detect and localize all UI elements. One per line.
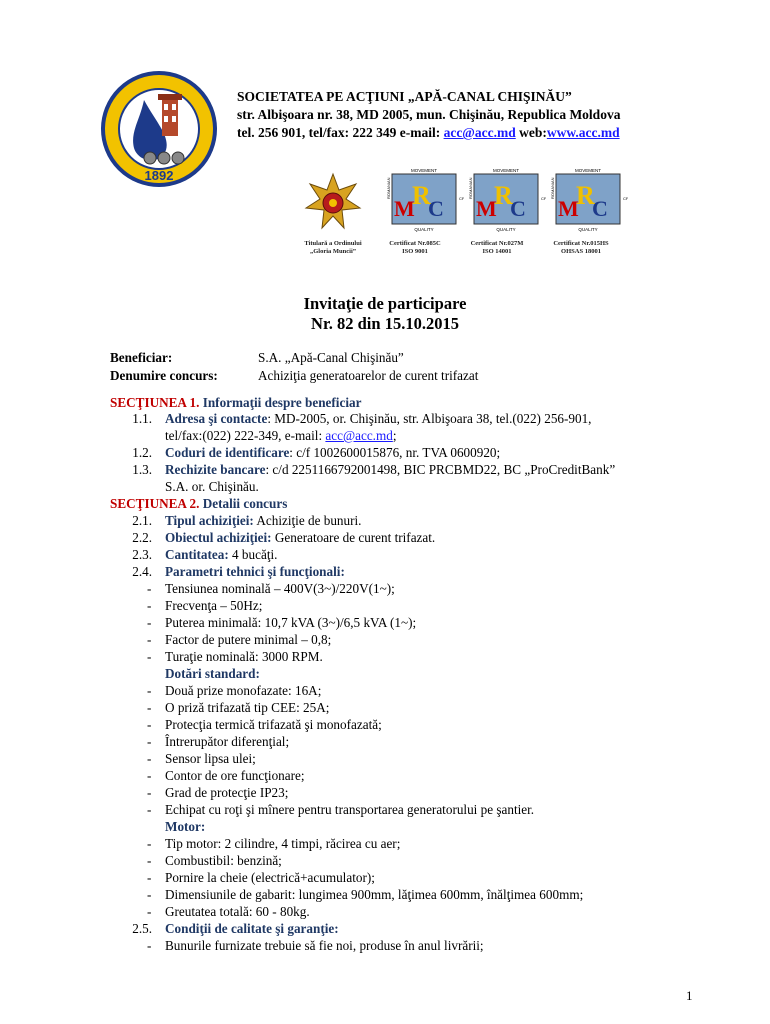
cert-caption-ohsas	[543, 240, 619, 256]
contact-phones: tel. 256 901, tel/fax: 222 349 e-mail:	[237, 125, 444, 140]
list-item: Tip motor: 2 cilindre, 4 timpi, răcirea cu aer;	[165, 836, 401, 851]
company-contacts	[237, 124, 620, 141]
item-text: : c/f 1002600015876, nr. TVA 0600920;	[289, 445, 501, 460]
badge-left-label: ROMANIAN	[550, 177, 555, 199]
concurs-label: Denumire concurs:	[110, 368, 218, 383]
item-1-3	[165, 462, 615, 479]
cert-caption-line: ISO 9001	[402, 248, 428, 255]
item-1-3-continuation: S.A. or. Chişinău.	[165, 479, 259, 494]
svg-text:M: M	[476, 196, 497, 221]
cert-caption-order	[298, 240, 368, 256]
order-medal-icon	[304, 172, 362, 232]
item-label: Adresa şi contacte	[165, 411, 268, 426]
section-2-number: SECŢIUNEA 2.	[110, 496, 200, 511]
item-1-1	[165, 411, 591, 428]
badge-right-label: CF	[459, 196, 464, 201]
item-text: 4 bucăţi.	[228, 547, 278, 562]
item-text: tel/fax:(022) 222-349, e-mail:	[165, 428, 326, 443]
item-label: Rechizite bancare	[165, 462, 266, 477]
list-item: O priză trifazată tip CEE: 25A;	[165, 700, 330, 715]
item-label: Cantitatea:	[165, 547, 229, 562]
list-item: Factor de putere minimal – 0,8;	[165, 632, 332, 647]
web-link[interactable]: www.acc.md	[546, 125, 620, 140]
page-number: 1	[686, 988, 693, 1003]
svg-text:R: R	[494, 181, 513, 210]
item-2-3	[165, 547, 277, 564]
cert-caption-line: ISO 14001	[482, 248, 512, 255]
badge-left-label: ROMANIAN	[468, 177, 473, 199]
item-number: 1.1.	[132, 411, 152, 426]
company-address: str. Albişoara nr. 38, MD 2005, mun. Chişinău, Republica Moldova	[237, 107, 621, 122]
svg-text:M: M	[558, 196, 579, 221]
cert-caption-line: Certificat Nr.027M	[470, 240, 524, 247]
item-1-2	[165, 445, 500, 462]
svg-text:R: R	[576, 181, 595, 210]
item-label: Coduri de identificare	[165, 445, 290, 460]
web-label: web:	[515, 125, 547, 140]
badge-bottom-label: QUALITY	[578, 227, 598, 232]
logo-year: 1892	[144, 168, 174, 183]
svg-text:C: C	[510, 196, 526, 221]
badge-right-label: CF	[541, 196, 546, 201]
list-item: Întrerupător diferenţial;	[165, 734, 290, 749]
item-number: 1.2.	[132, 445, 152, 460]
list-item: Echipat cu roţi şi mînere pentru transportarea generatorului pe şantier.	[165, 802, 535, 817]
item-text: Achiziţie de bunuri.	[253, 513, 362, 528]
item-number: 2.4.	[132, 564, 152, 579]
svg-text:C: C	[592, 196, 608, 221]
svg-text:C: C	[428, 196, 444, 221]
list-item: Dimensiunile de gabarit: lungimea 900mm, lăţimea 600mm, înălţimea 600mm;	[165, 887, 584, 902]
list-item: Protecţia termică trifazată şi monofazată;	[165, 717, 382, 732]
item-number: 2.1.	[132, 513, 152, 528]
document-title: Invitaţie de participare	[303, 294, 467, 313]
item-number: 2.5.	[132, 921, 152, 936]
cert-caption-iso14001	[460, 240, 534, 256]
item-2-5-label: Condiţii de calitate şi garanţie:	[165, 921, 339, 936]
cert-caption-line: Titulară a Ordinului	[304, 240, 362, 247]
item-text: : MD-2005, or. Chişinău, str. Albişoara 38, tel.(022) 256-901,	[267, 411, 592, 426]
badge-top-label: MOVEMENT	[574, 168, 602, 173]
item-number: 2.2.	[132, 530, 152, 545]
section-2-subtitle: Detalii concurs	[202, 496, 288, 511]
list-item: Frecvenţa – 50Hz;	[165, 598, 263, 613]
company-logo	[100, 70, 218, 188]
email-link[interactable]: acc@acc.md	[325, 428, 393, 443]
section-2-heading	[110, 496, 287, 513]
cert-caption-line: „Gloria Muncii”	[309, 248, 357, 255]
item-label: Tipul achiziţiei:	[165, 513, 254, 528]
cert-caption-line: OHSAS 18001	[561, 248, 601, 255]
badge-right-label: CF	[623, 196, 628, 201]
beneficiar-label: Beneficiar:	[110, 350, 173, 365]
list-item: Grad de protecţie IP23;	[165, 785, 289, 800]
cert-caption-line: Certificat Nr.085C	[389, 240, 441, 247]
item-text: ;	[392, 428, 397, 443]
list-item: Două prize monofazate: 16A;	[165, 683, 322, 698]
item-text: : c/d 2251166792001498, BIC PRCBMD22, BC „ProCreditBank”	[265, 462, 616, 477]
item-2-1	[165, 513, 361, 530]
item-label: Obiectul achiziţiei:	[165, 530, 272, 545]
list-item: Tensiunea nominală – 400V(3~)/220V(1~);	[165, 581, 395, 596]
svg-text:M: M	[394, 196, 415, 221]
document-number: Nr. 82 din 15.10.2015	[311, 314, 459, 333]
iso-9001-badge	[384, 166, 464, 232]
badge-left-label: ROMANIAN	[386, 177, 391, 199]
item-2-2	[165, 530, 435, 547]
section-1-number: SECŢIUNEA 1.	[110, 395, 200, 410]
list-item: Sensor lipsa ulei;	[165, 751, 256, 766]
ohsas-18001-badge	[548, 166, 628, 232]
badge-bottom-label: QUALITY	[414, 227, 434, 232]
motor-heading: Motor:	[165, 819, 206, 834]
section-1-subtitle: Informaţii despre beneficiar	[202, 395, 362, 410]
email-link[interactable]: acc@acc.md	[443, 125, 516, 140]
list-item: Pornire la cheie (electrică+acumulator);	[165, 870, 375, 885]
list-item: Contor de ore funcţionare;	[165, 768, 305, 783]
iso-14001-badge	[466, 166, 546, 232]
concurs-value: Achiziţia generatoarelor de curent trifazat	[258, 368, 479, 383]
badge-top-label: MOVEMENT	[410, 168, 438, 173]
item-1-1-continuation	[165, 428, 397, 445]
company-name: SOCIETATEA PE ACŢIUNI „APĂ-CANAL CHIŞINĂU”	[237, 89, 572, 104]
item-2-4-label: Parametri tehnici şi funcţionali:	[165, 564, 345, 579]
item-text: Generatoare de curent trifazat.	[271, 530, 436, 545]
cert-caption-line: Certificat Nr.015HS	[553, 240, 609, 247]
section-1-heading	[110, 395, 361, 412]
list-item: Puterea minimală: 10,7 kVA (3~)/6,5 kVA (1~);	[165, 615, 417, 630]
cert-caption-iso9001	[379, 240, 451, 256]
dotari-heading: Dotări standard:	[165, 666, 260, 681]
beneficiar-value: S.A. „Apă-Canal Chişinău”	[258, 350, 404, 365]
list-item: Turaţie nominală: 3000 RPM.	[165, 649, 323, 664]
item-number: 2.3.	[132, 547, 152, 562]
badge-top-label: MOVEMENT	[492, 168, 520, 173]
svg-text:R: R	[412, 181, 431, 210]
list-item: Greutatea totală: 60 - 80kg.	[165, 904, 310, 919]
list-item: Combustibil: benzină;	[165, 853, 282, 868]
badge-bottom-label: QUALITY	[496, 227, 516, 232]
item-number: 1.3.	[132, 462, 152, 477]
list-item: Bunurile furnizate trebuie să fie noi, produse în anul livrării;	[165, 938, 484, 953]
